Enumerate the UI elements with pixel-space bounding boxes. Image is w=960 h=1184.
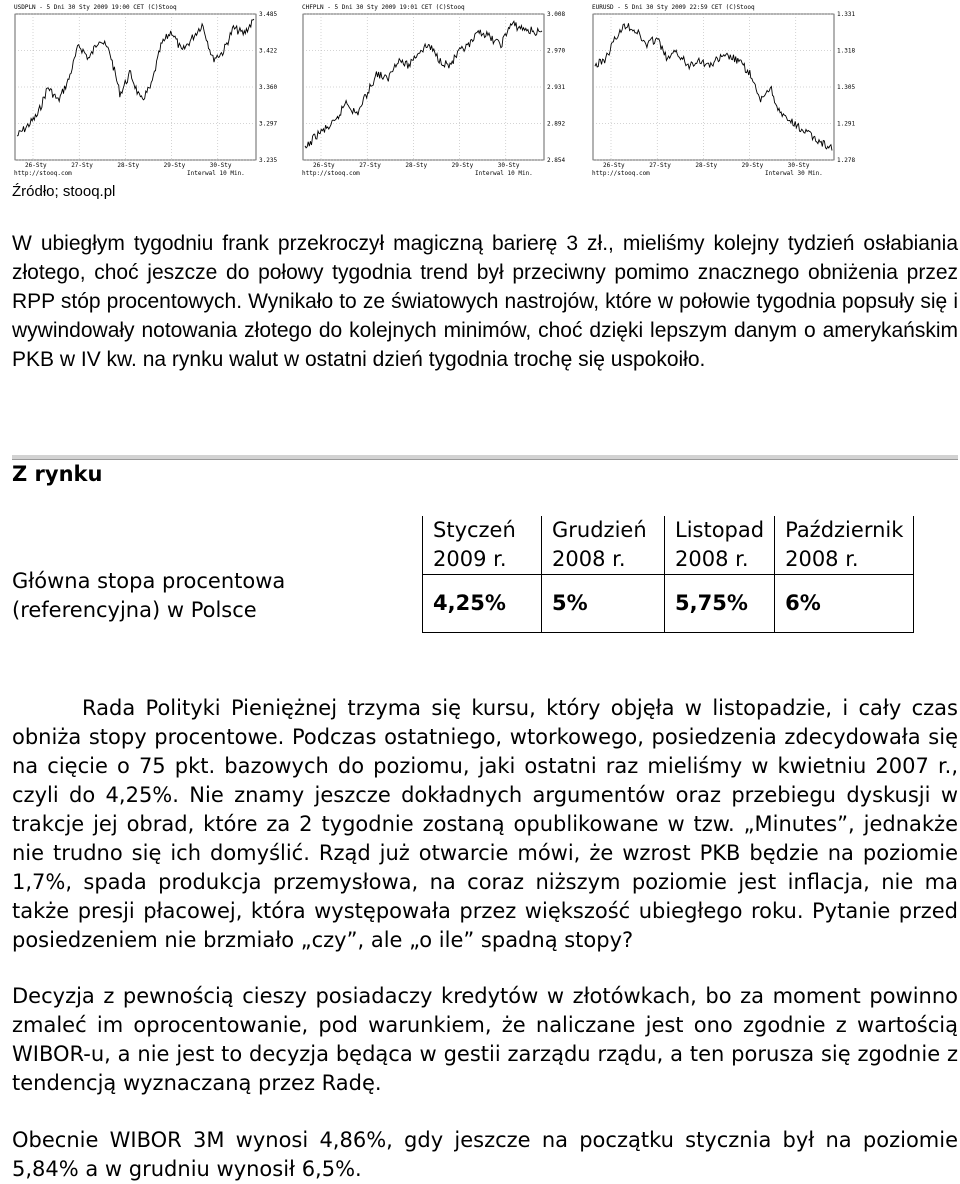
paragraph-wibor: Obecnie WIBOR 3M wynosi 4,86%, gdy jeszcze na początku stycznia był na poziomie 5,84% a w grudniu wynosił 6,5%. (12, 1128, 958, 1181)
y-tick-label: 3.360 (259, 84, 278, 91)
column-month: Styczeń (433, 518, 516, 542)
column-header (423, 516, 542, 575)
chart-footer-right: Interwal 30 Min. (765, 170, 823, 177)
y-tick-label: 3.485 (259, 11, 278, 18)
chart-svg (12, 2, 288, 183)
chart-svg (590, 2, 866, 183)
paragraph-rpp: Rada Polityki Pieniężnej trzyma się kursu, który objęła w listopadzie, i cały czas obniża stopy procentowe. Podczas ostatniego, wtorkowego, posiedzenia zdecydowała się na cięcie o 75 pkt. bazowych do poziomu, jaki ostatni raz mieliśmy w kwietniu 2007 r., czyli do 4,25%. Nie znamy jeszcze dokładnych argumentów oraz przebiegu dyskusji w trakcje jej obrad, które za 2 tygodnie zostaną opublikowane w tzw. „Minutes”, jednakże nie trudno się ich domyślić. Rząd już otwarcie mówi, że wzrost PKB będzie na poziomie 1,7%, spada produkcja przemysłowa, na coraz niższym poziomie jest inflacja, nie ma także presji płacowej, która występowała przez większość ubiegłego roku. Pytanie przed posiedzeniem nie brzmiało „czy”, ale „o ile” spadną stopy? (12, 696, 958, 952)
y-tick-label: 1.278 (837, 157, 856, 164)
chart-header: CHFPLN - 5 Dni 30 Sty 2009 19:01 CET (C)Stooq (302, 4, 465, 11)
y-tick-label: 3.235 (259, 157, 278, 164)
x-tick-label: 27-Sty (71, 162, 93, 169)
column-month: Październik (785, 518, 904, 542)
y-tick-label: 2.970 (547, 47, 566, 55)
x-tick-label: 30-Sty (497, 162, 520, 169)
y-tick-label: 2.892 (547, 120, 566, 128)
x-tick-label: 28-Sty (117, 162, 140, 169)
y-tick-label: 3.297 (259, 120, 278, 128)
column-month: Grudzień (552, 518, 647, 542)
chart-svg (300, 2, 576, 183)
y-tick-label: 1.305 (837, 84, 856, 91)
y-tick-label: 1.291 (837, 120, 856, 128)
chart-header: USDPLN - 5 Dni 30 Sty 2009 19:00 CET (C)Stooq (14, 4, 177, 11)
x-tick-label: 29-Sty (451, 162, 474, 169)
paragraph-intro: W ubiegłym tygodniu frank przekroczył magiczną barierę 3 zł., mieliśmy kolejny tydzień osłabiania złotego, choć jeszcze do połowy tygodnia trend był przeciwny pomimo znacznego obniżenia przez RPP stóp procentowych. Wynikało to ze światowych nastrojów, które w połowie tygodnia popsuły się i wywindowały notowania złotego do kolejnych minimów, choć dzięki lepszym danym o amerykańskim PKB w IV kw. na rynku walut w ostatni dzień tygodnia trochę się uspokoiło. (12, 232, 958, 371)
row-label: Główna stopa procentowa (referencyjna) w Polsce (12, 568, 286, 622)
chart-usdpln (12, 2, 288, 183)
rate-value: 4,25% (423, 575, 542, 633)
chart-chfpln (300, 2, 576, 183)
x-tick-label: 30-Sty (787, 162, 810, 169)
chart-footer-left: http://stooq.com (592, 170, 650, 177)
y-tick-label: 2.931 (547, 84, 566, 91)
column-year: 2008 r. (552, 547, 626, 571)
x-tick-label: 28-Sty (695, 162, 718, 169)
column-year: 2008 r. (675, 547, 749, 571)
y-tick-label: 3.008 (547, 11, 566, 18)
y-tick-label: 1.318 (837, 47, 856, 55)
column-header (665, 516, 775, 575)
chart-footer-left: http://stooq.com (14, 170, 72, 177)
chart-eurusd (590, 2, 866, 183)
column-year: 2009 r. (433, 547, 507, 571)
x-tick-label: 26-Sty (603, 162, 625, 169)
rate-value: 5% (542, 575, 665, 633)
section-heading: Z rynku (12, 462, 103, 486)
chart-footer-left: http://stooq.com (302, 170, 360, 177)
column-year: 2008 r. (785, 547, 859, 571)
x-tick-label: 26-Sty (25, 162, 47, 169)
section-divider (12, 455, 958, 460)
x-tick-label: 29-Sty (163, 162, 186, 169)
paragraph-decision: Decyzja z pewnością cieszy posiadaczy kredytów w złotówkach, bo za moment powinno zmaleć im oprocentowanie, pod warunkiem, że naliczane jest ono zgodnie z wartością WIBOR-u, a nie jest to decyzja będąca w gestii zarządu rządu, a ten porusza się zgodnie z tendencją wyznaczaną przez Radę. (12, 984, 958, 1095)
y-tick-label: 1.331 (837, 11, 856, 18)
x-tick-label: 29-Sty (741, 162, 764, 169)
x-tick-label: 28-Sty (405, 162, 428, 169)
chart-footer-right: Interwal 10 Min. (475, 170, 533, 177)
y-tick-label: 2.854 (547, 157, 566, 164)
x-tick-label: 26-Sty (313, 162, 335, 169)
y-tick-label: 3.422 (259, 47, 278, 55)
column-header (542, 516, 665, 575)
rate-value: 5,75% (665, 575, 775, 633)
rates-table (10, 516, 914, 633)
chart-header: EURUSD - 5 Dni 30 Sty 2009 22:59 CET (C)Stooq (592, 4, 755, 11)
source-caption: Źródło; stooq.pl (12, 183, 116, 200)
x-tick-label: 27-Sty (649, 162, 671, 169)
x-tick-label: 30-Sty (209, 162, 232, 169)
column-month: Listopad (675, 518, 765, 542)
chart-footer-right: Interwal 10 Min. (187, 170, 245, 177)
x-tick-label: 27-Sty (359, 162, 381, 169)
column-header (775, 516, 914, 575)
rate-value: 6% (775, 575, 914, 633)
